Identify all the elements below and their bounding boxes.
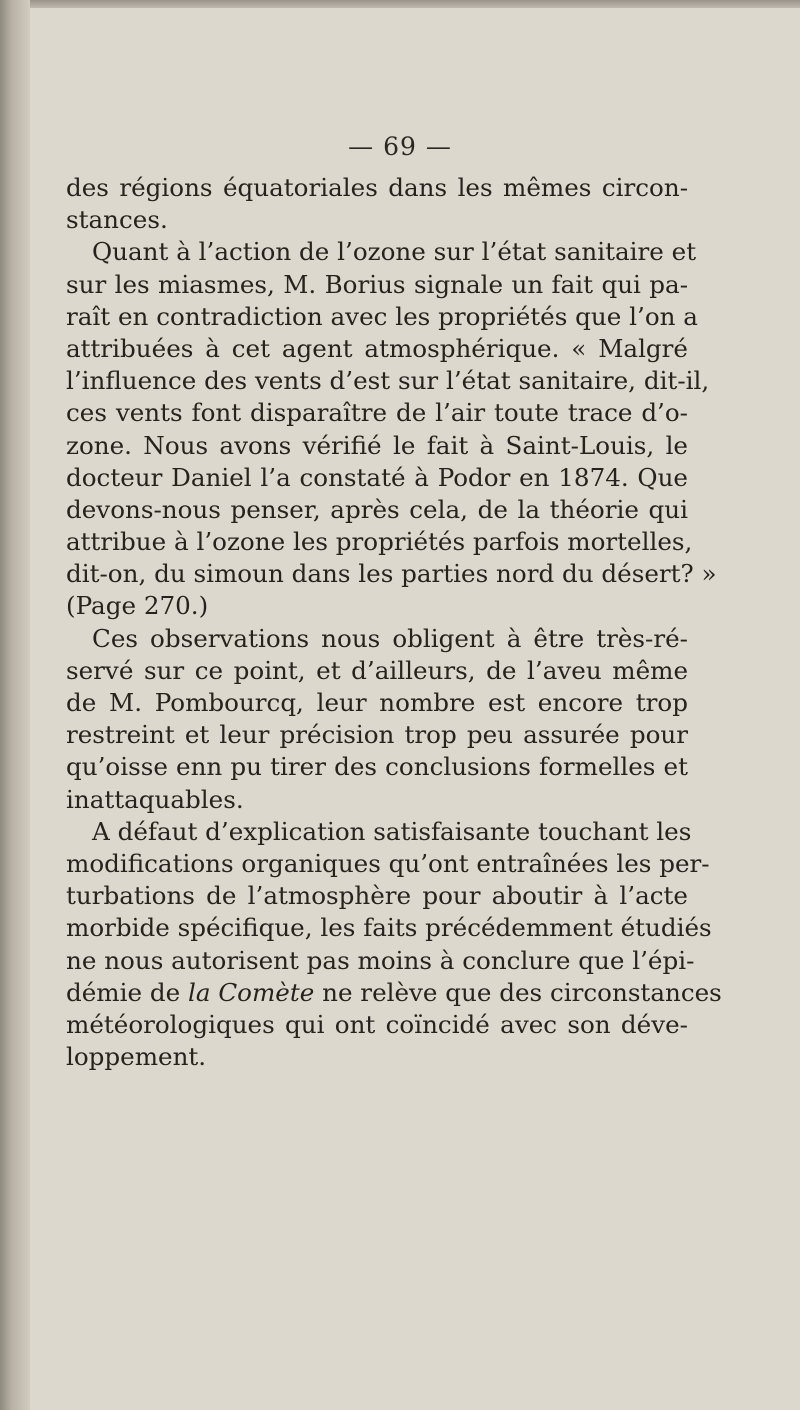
text-line: ces vents font disparaître de l’air toute trace d’o- [66, 398, 688, 428]
text-line: servé sur ce point, et d’ailleurs, de l’aveu même [66, 655, 688, 685]
text-line: devons-nous penser, après cela, de la théorie qui [66, 494, 688, 524]
text-line: attribue à l’ozone les propriétés parfois mortelles, [66, 527, 693, 557]
text-line: modifications organiques qu’ont entraînées les per- [66, 848, 710, 878]
text-line: de M. Pombourcq, leur nombre est encore trop [66, 688, 688, 717]
text-line: (Page 270.) [66, 591, 209, 621]
text-line: qu’oisse enn pu tirer des conclusions formelles et [66, 752, 688, 782]
text-line: restreint et leur précision trop peu assurée pour [66, 720, 688, 750]
text-line: A défaut d’explication satisfaisante touchant les [92, 816, 692, 846]
text-line: morbide spécifique, les faits précédemment étudiés [66, 913, 712, 943]
page-number: — 69 — [348, 132, 452, 161]
body-text [66, 172, 722, 1073]
text-segment: démie de [66, 977, 188, 1007]
text-line: Ces observations nous obligent à être très-ré- [92, 623, 688, 653]
text-line: l’influence des vents d’est sur l’état sanitaire, dit-il, [66, 366, 710, 396]
text-line: raît en contradiction avec les propriétés que l’on a [66, 301, 698, 331]
text-line: sur les miasmes, M. Borius signale un fait qui pa- [66, 269, 688, 299]
text-line: zone. Nous avons vérifié le fait à Saint-Louis, le [66, 430, 688, 460]
italic-title: la Comète [187, 977, 315, 1007]
text-line: météorologiques qui ont coïncidé avec son déve- [66, 1009, 688, 1039]
text-line: turbations de l’atmosphère pour aboutir à l’acte [66, 881, 688, 911]
text-line: dit-on, du simoun dans les parties nord du désert? » [66, 559, 717, 589]
text-line: Quant à l’action de l’ozone sur l’état sanitaire et [92, 237, 697, 267]
text-segment: ne relève que des circonstances [314, 977, 722, 1007]
text-line: ne nous autorisent pas moins à conclure que l’épi- [66, 945, 695, 975]
scan-binding-edge [0, 0, 30, 1410]
text-line: attribuées à cet agent atmosphérique. « Malgré [66, 333, 688, 363]
text-line: loppement. [66, 1042, 207, 1072]
text-line: inattaquables. [66, 784, 244, 814]
text-line [66, 977, 722, 1009]
text-line: docteur Daniel l’a constaté à Podor en 1874. Que [66, 462, 688, 492]
text-line: des régions équatoriales dans les mêmes circon- [66, 173, 688, 202]
text-line: stances. [66, 205, 168, 235]
